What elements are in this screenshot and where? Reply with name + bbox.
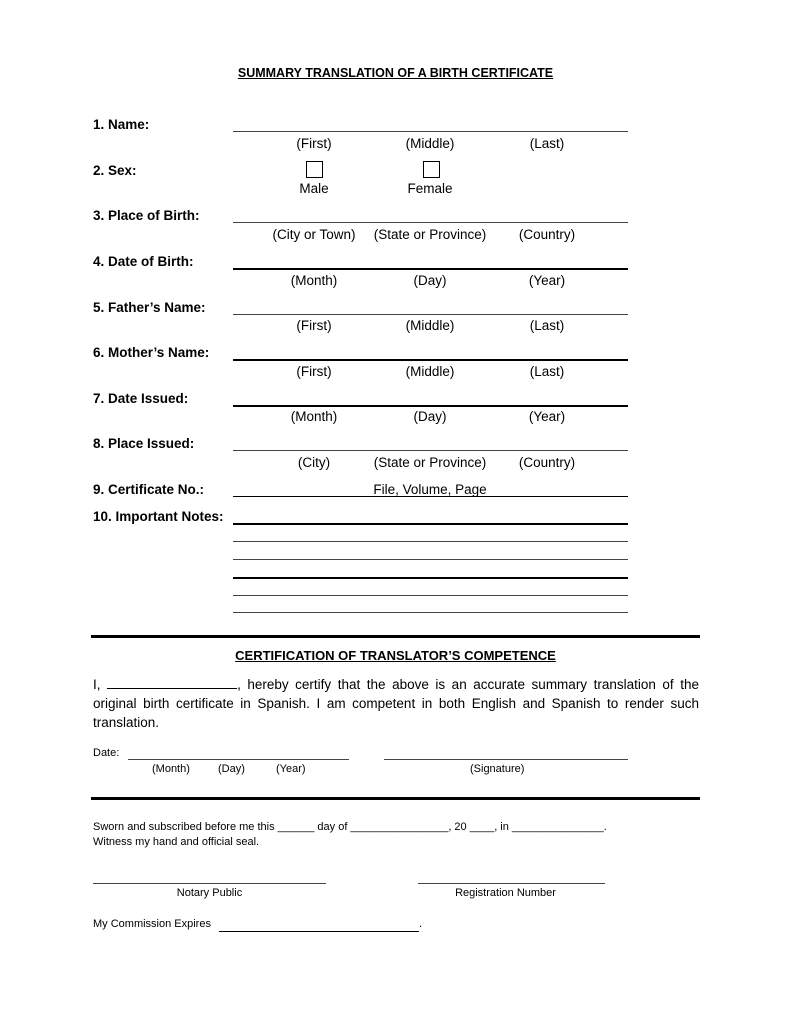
signature-sublabel: (Signature) [470, 763, 525, 775]
certification-heading: CERTIFICATION OF TRANSLATOR’S COMPETENCE [235, 648, 556, 663]
place-issued-field[interactable] [233, 450, 628, 451]
day-sublabel: (Day) [413, 273, 447, 288]
date-of-birth-field[interactable] [233, 268, 628, 270]
date-issued-field[interactable] [233, 405, 628, 407]
place-issued-label: 8. Place Issued: [93, 436, 195, 451]
notary-public-field[interactable] [93, 883, 326, 884]
place-of-birth-label: 3. Place of Birth: [93, 208, 200, 223]
notes-line[interactable] [233, 559, 628, 560]
last-sublabel: (Last) [529, 364, 565, 379]
date-of-birth-label: 4. Date of Birth: [93, 254, 194, 269]
notes-line[interactable] [233, 577, 628, 579]
day-sublabel: (Day) [413, 409, 447, 424]
notes-line[interactable] [233, 523, 628, 525]
state-or-province-sublabel: (State or Province) [373, 455, 487, 470]
male-label: Male [299, 181, 329, 196]
translator-date-field[interactable] [128, 759, 349, 760]
name-label: 1. Name: [93, 117, 150, 132]
male-checkbox[interactable] [306, 161, 323, 178]
fathers-name-label: 5. Father’s Name: [93, 300, 206, 315]
day-sublabel: (Day) [218, 763, 245, 775]
first-sublabel: (First) [296, 136, 332, 151]
notes-line[interactable] [233, 595, 628, 596]
mothers-name-label: 6. Mother’s Name: [93, 345, 210, 360]
witness-statement: Witness my hand and official seal. [93, 836, 260, 848]
commission-period: . [419, 918, 423, 930]
date-issued-label: 7. Date Issued: [93, 391, 189, 406]
state-or-province-sublabel: (State or Province) [373, 227, 487, 242]
middle-sublabel: (Middle) [405, 318, 455, 333]
place-of-birth-field[interactable] [233, 222, 628, 223]
section-divider [91, 797, 700, 800]
date-label: Date: [93, 747, 120, 759]
registration-number-label: Registration Number [455, 887, 556, 899]
section-divider [91, 635, 700, 638]
sworn-statement: Sworn and subscribed before me this ______ day of ________________, 20 ____, in _______________. [93, 821, 607, 833]
year-sublabel: (Year) [528, 409, 566, 424]
country-sublabel: (Country) [518, 227, 576, 242]
female-label: Female [407, 181, 453, 196]
female-checkbox[interactable] [423, 161, 440, 178]
fathers-name-field[interactable] [233, 314, 628, 315]
country-sublabel: (Country) [518, 455, 576, 470]
certificate-no-field[interactable] [233, 496, 628, 497]
notes-line[interactable] [233, 541, 628, 542]
certificate-no-label: 9. Certificate No.: [93, 482, 205, 497]
year-sublabel: (Year) [276, 763, 306, 775]
file-volume-page-hint: File, Volume, Page [373, 482, 487, 497]
first-sublabel: (First) [296, 364, 332, 379]
statement-prefix: I, [93, 677, 101, 692]
name-field[interactable] [233, 131, 628, 132]
middle-sublabel: (Middle) [405, 136, 455, 151]
commission-expires-field[interactable] [219, 931, 419, 932]
document-title: SUMMARY TRANSLATION OF A BIRTH CERTIFICATE [237, 66, 554, 80]
certification-statement [93, 675, 699, 732]
registration-number-field[interactable] [418, 883, 605, 884]
city-or-town-sublabel: (City or Town) [272, 227, 356, 242]
year-sublabel: (Year) [528, 273, 566, 288]
mothers-name-field[interactable] [233, 359, 628, 361]
month-sublabel: (Month) [290, 273, 338, 288]
commission-expires-label: My Commission Expires [93, 918, 211, 930]
signature-field[interactable] [384, 759, 628, 760]
month-sublabel: (Month) [152, 763, 190, 775]
statement-body: , hereby certify that the above is an accurate summary translation of the original birth certificate in Spanish. I am competent in both English and Spanish to render such translation. [93, 677, 699, 730]
middle-sublabel: (Middle) [405, 364, 455, 379]
first-sublabel: (First) [296, 318, 332, 333]
translator-name-field[interactable] [107, 675, 237, 689]
important-notes-label: 10. Important Notes: [93, 509, 224, 524]
notes-line[interactable] [233, 612, 628, 613]
last-sublabel: (Last) [529, 318, 565, 333]
month-sublabel: (Month) [290, 409, 338, 424]
sex-label: 2. Sex: [93, 163, 137, 178]
city-sublabel: (City) [297, 455, 331, 470]
notary-public-label: Notary Public [176, 887, 243, 899]
last-sublabel: (Last) [529, 136, 565, 151]
